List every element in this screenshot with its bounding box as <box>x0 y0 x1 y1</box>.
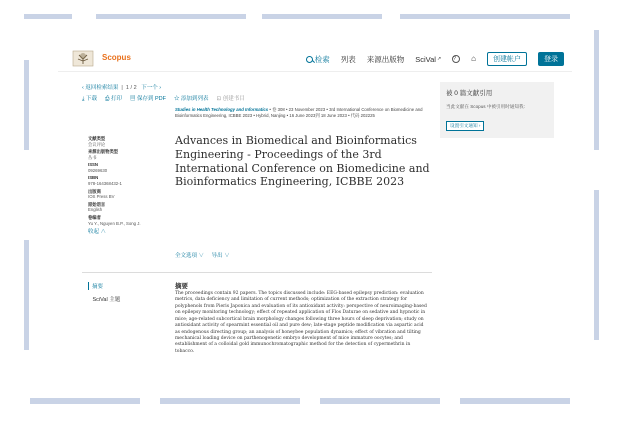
meta-editors-value: Yu Y., Nguyen B.P., Song J. <box>88 220 141 226</box>
decor-bar-top-1 <box>96 14 246 19</box>
meta-isbn-value: 978-164368432-1 <box>88 181 122 187</box>
fulltext-options-dropdown[interactable]: 全文选项 ∨ <box>175 253 205 259</box>
meta-issn-value: 09269630 <box>88 167 108 173</box>
section-divider <box>82 272 432 273</box>
scopus-document-page <box>58 46 572 393</box>
back-to-results-link[interactable]: ‹ 返回检索结果 <box>82 85 119 91</box>
abstract-heading: 摘要 <box>175 283 188 290</box>
top-header <box>58 46 572 72</box>
add-to-list-button[interactable]: ☆ 添加到列表 <box>174 96 209 102</box>
abstract-text: The proceedings contain 92 papers. The topics discussed include: EEG-based epilepsy prediction: evaluation metrics, data deficiency and limitation of current methods; optimization of the extraction strategy for polyphenols from Pieris Japonica and evaluation of its antioxidant activity: perspective of neuroimaging-based on epilepsy monitoring technology; effect of repeated application of Flos Daturae on sedative and hypnotic in mice; age-related subcortical brain morphology changes following three hours of sleep deprivation; study on antioxidant activity of spearmint essential oil and pure dew; late-stage peptide modification via aspartic acid as endogenous directing group; an analysis of honeybee population dynamics; effect of vibration and tilting mechanical loading device on parthenogenetic embryo development of mice immature oocytes; and establishment of a colloidal gold immunochromatographic method for the detection of cypermethrin in tobacco. <box>175 291 427 354</box>
result-navigation: ‹ 返回检索结果 | 1 / 2 下一个 › <box>82 85 162 91</box>
meta-doc-type-value: 会议评论 <box>88 141 106 147</box>
help-icon[interactable]: ? <box>452 55 460 63</box>
meta-issn-label: ISSN <box>88 162 99 168</box>
export-dropdown[interactable]: 导出 ∨ <box>211 253 230 259</box>
collapse-metadata-link[interactable]: 收起 ∧ <box>88 229 107 236</box>
decor-bar-right <box>594 30 599 150</box>
section-nav-abstract[interactable]: 摘要 <box>88 282 120 290</box>
decor-bar-bottom-3 <box>320 398 440 404</box>
meta-source-type-value: 丛书 <box>88 154 97 160</box>
section-navigation <box>88 282 120 303</box>
meta-isbn-label: ISBN <box>88 175 99 181</box>
cited-by-heading: 被 0 篇文献引用 <box>446 90 493 97</box>
result-pager: 1 / 2 <box>125 85 137 91</box>
next-result-link[interactable]: 下一个 › <box>141 85 162 91</box>
document-toolbar <box>82 94 253 103</box>
set-citation-alert-button[interactable]: 设置引文通知 › <box>446 121 484 131</box>
download-label: 下载 <box>85 96 97 102</box>
nav-search-label: 检索 <box>314 54 330 64</box>
main-nav <box>295 52 564 66</box>
create-account-button[interactable]: 创建帐户 <box>487 52 527 66</box>
section-nav-scival-topics[interactable]: SciVal 主题 <box>92 297 121 303</box>
create-bibliography-label: 创建书目 <box>222 96 245 102</box>
print-button[interactable]: ⎙ 打印 <box>104 96 122 102</box>
download-button[interactable]: ⤓ 下载 <box>82 96 97 102</box>
nav-lists[interactable]: 列表 <box>340 54 356 64</box>
external-link-icon: ↗ <box>436 56 442 62</box>
login-button[interactable]: 登录 <box>538 52 564 66</box>
print-label: 打印 <box>110 96 122 102</box>
decor-bar-top-2 <box>262 14 382 19</box>
fulltext-actions <box>175 251 230 259</box>
nav-sources[interactable]: 来源出版物 <box>366 54 405 64</box>
decor-bar-right-2 <box>594 190 599 340</box>
decor-bar-left <box>24 60 29 150</box>
save-pdf-label: 保存到 PDF <box>136 96 166 102</box>
decor-bar-top-3 <box>400 14 570 19</box>
decor-bar-top-left <box>24 14 72 19</box>
meta-doc-type-label: 文献类型 <box>88 136 106 141</box>
nav-search[interactable] <box>306 54 330 65</box>
meta-publisher-label: 出版商 <box>88 188 101 194</box>
nav-scival-label: SciVal <box>415 54 436 64</box>
decor-bar-bottom-4 <box>460 398 570 404</box>
create-bibliography-button[interactable]: ⊡ 创建书目 <box>216 96 245 102</box>
search-icon <box>306 56 313 63</box>
meta-publisher-value: IOS Press BV <box>88 194 115 200</box>
meta-language-value: English <box>88 207 103 213</box>
source-title-link[interactable]: Studies in Health Technology and Informatics <box>175 107 269 112</box>
cited-by-description: 当此文献在 Scopus 中被引用时通知我: <box>446 104 525 109</box>
meta-source-type-label: 来源出版物类型 <box>88 149 119 155</box>
meta-editors-label: 卷编者 <box>88 214 101 220</box>
source-info <box>175 107 425 119</box>
document-title: Advances in Biomedical and Bioinformatics Engineering - Proceedings of the 3rd International Conference on Biomedicine and Bioinformatics Engineering, ICBBE 2023 <box>175 134 430 189</box>
meta-language-label: 原始语言 <box>88 201 106 207</box>
cited-by-panel <box>440 82 554 138</box>
source-detail: • 卷 308 • 23 November 2023 • 3rd International Conference on Biomedicine and Bioinformatics Engineering, ICBBE 2023 • Hybrid, Nanjing • 16 June 2023到 18 June 2023 • 代码 202225 <box>175 107 423 118</box>
decor-bar-bottom-2 <box>160 398 300 404</box>
document-metadata <box>88 136 168 236</box>
institution-icon[interactable]: ⌂ <box>471 54 476 63</box>
elsevier-tree-logo[interactable] <box>72 50 94 67</box>
save-pdf-button[interactable]: ▤ 保存到 PDF <box>129 96 166 102</box>
scopus-brand[interactable]: Scopus <box>102 53 131 62</box>
add-to-list-label: 添加到列表 <box>181 96 209 102</box>
decor-bar-bottom-1 <box>30 398 140 404</box>
nav-scival[interactable] <box>415 55 441 64</box>
decor-bar-left-2 <box>24 240 29 350</box>
